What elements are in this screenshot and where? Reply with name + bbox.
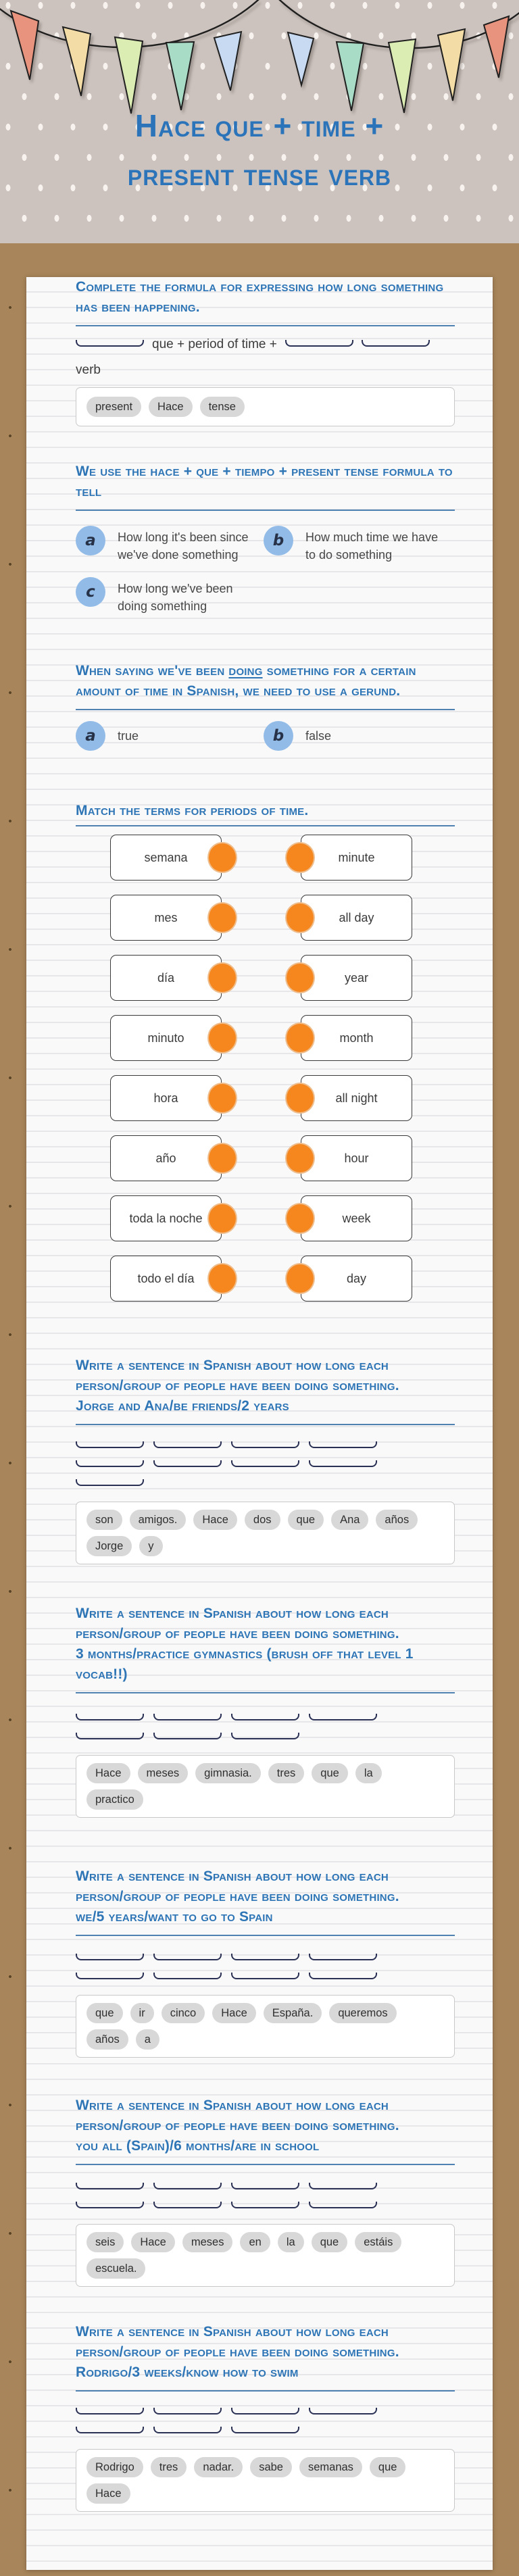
answer-blank[interactable] bbox=[231, 1973, 299, 1979]
answer-blank[interactable] bbox=[153, 1714, 222, 1720]
match-right-card bbox=[301, 1195, 412, 1241]
match-connector-dot[interactable] bbox=[207, 902, 237, 933]
answer-blank[interactable] bbox=[153, 1460, 222, 1467]
question-prompt: Match the terms for periods of time. bbox=[76, 803, 309, 818]
match-connector-dot[interactable] bbox=[285, 842, 315, 873]
answer-blank[interactable] bbox=[76, 2202, 144, 2208]
word-chip[interactable]: cinco bbox=[162, 2003, 205, 2023]
underlined-word: doing bbox=[228, 663, 263, 678]
word-bank bbox=[76, 2449, 455, 2512]
match-right-card bbox=[301, 955, 412, 1001]
answer-blank[interactable] bbox=[309, 1441, 377, 1448]
answer-blank[interactable] bbox=[76, 1973, 144, 1979]
match-row bbox=[110, 1015, 455, 1061]
match-connector-dot[interactable] bbox=[207, 1263, 237, 1294]
match-connector-dot[interactable] bbox=[207, 1203, 237, 1234]
match-row bbox=[110, 895, 455, 941]
option-letter-badge[interactable]: a bbox=[76, 526, 105, 555]
word-chip[interactable]: escuela. bbox=[86, 2258, 145, 2279]
answer-blank[interactable] bbox=[309, 1954, 377, 1960]
word-chip[interactable]: tres bbox=[151, 2457, 187, 2477]
match-card-label: week bbox=[342, 1211, 371, 1225]
blank-row bbox=[76, 2202, 455, 2209]
question-prompt: When saying we've been doing something for a certain amount of time in Spanish, we need to use a gerund. bbox=[76, 663, 416, 699]
match-left-card bbox=[110, 1075, 222, 1121]
formula-blank[interactable] bbox=[362, 340, 430, 347]
answer-blank[interactable] bbox=[153, 2408, 222, 2414]
word-chip[interactable]: que bbox=[370, 2457, 406, 2477]
question-write-sentence-4 bbox=[76, 2096, 455, 2287]
match-rows bbox=[76, 835, 455, 1302]
match-card-label: day bbox=[346, 1271, 367, 1285]
word-chip[interactable]: Rodrigo bbox=[86, 2457, 143, 2477]
match-left-card bbox=[110, 955, 222, 1001]
match-connector-dot[interactable] bbox=[285, 1022, 315, 1054]
header-banner bbox=[0, 0, 519, 243]
prompt-divider bbox=[76, 510, 455, 511]
match-card-label: hora bbox=[153, 1091, 178, 1105]
options-group bbox=[76, 526, 455, 615]
question-prompt: Write a sentence in Spanish about how long each person/group of people have been doing something. bbox=[76, 1358, 399, 1393]
formula-text: que + period of time + bbox=[152, 337, 277, 351]
match-right-card bbox=[301, 835, 412, 881]
word-chip[interactable]: present bbox=[86, 397, 141, 417]
sub-prompt: Jorge and Ana/be friends/2 years bbox=[76, 1398, 289, 1414]
match-left-card bbox=[110, 1015, 222, 1061]
match-right-card bbox=[301, 1075, 412, 1121]
word-chip[interactable]: dos bbox=[245, 1510, 280, 1530]
answer-blank[interactable] bbox=[231, 1460, 299, 1467]
blank-row bbox=[76, 1714, 455, 1721]
option-label[interactable]: How long we've been doing something bbox=[118, 582, 233, 613]
question-formula-purpose bbox=[76, 462, 455, 615]
formula-blank[interactable] bbox=[285, 340, 353, 347]
question-write-sentence-1 bbox=[76, 1356, 455, 1564]
answer-blank[interactable] bbox=[231, 1954, 299, 1960]
word-chip[interactable]: queremos bbox=[329, 2003, 396, 2023]
word-chip[interactable]: en bbox=[240, 2232, 270, 2252]
answer-blanks bbox=[76, 1714, 455, 1740]
answer-blank[interactable] bbox=[231, 2427, 299, 2433]
question-prompt: Complete the formula for expressing how long something has been happening. bbox=[76, 279, 444, 315]
match-row bbox=[110, 1075, 455, 1121]
word-bank bbox=[76, 1502, 455, 1564]
match-card-label: día bbox=[157, 970, 175, 985]
answer-blank[interactable] bbox=[76, 1714, 144, 1720]
answer-blank[interactable] bbox=[153, 1973, 222, 1979]
blank-row bbox=[76, 2408, 455, 2415]
match-left-card bbox=[110, 835, 222, 881]
match-right-card bbox=[301, 895, 412, 941]
question-prompt: Write a sentence in Spanish about how long each person/group of people have been doing something. bbox=[76, 2324, 399, 2360]
word-chip[interactable]: ir bbox=[130, 2003, 154, 2023]
match-right-card bbox=[301, 1015, 412, 1061]
word-chip[interactable]: practico bbox=[86, 1789, 143, 1810]
blank-row bbox=[76, 1441, 455, 1449]
answer-blank[interactable] bbox=[76, 1733, 144, 1739]
match-connector-dot[interactable] bbox=[285, 1203, 315, 1234]
answer-blank[interactable] bbox=[309, 2408, 377, 2414]
answer-blank[interactable] bbox=[76, 2408, 144, 2414]
match-connector-dot[interactable] bbox=[207, 842, 237, 873]
option-label[interactable]: How much time we have to do something bbox=[305, 530, 439, 562]
answer-blank[interactable] bbox=[153, 2183, 222, 2189]
question-write-sentence-5 bbox=[76, 2322, 455, 2512]
blank-row bbox=[76, 1973, 455, 1980]
answer-blank[interactable] bbox=[153, 2202, 222, 2208]
blank-row bbox=[76, 1733, 455, 1740]
match-card-label: month bbox=[339, 1031, 374, 1045]
question-prompt: Write a sentence in Spanish about how long each person/group of people have been doing something. bbox=[76, 2098, 399, 2133]
answer-blanks bbox=[76, 1441, 455, 1487]
page-background bbox=[0, 277, 519, 2576]
prompt-divider bbox=[76, 709, 455, 710]
word-chip[interactable]: seis bbox=[86, 2232, 124, 2252]
worksheet-title-line2: present tense verb bbox=[127, 157, 392, 192]
match-card-label: minute bbox=[338, 850, 375, 864]
answer-blank[interactable] bbox=[76, 1954, 144, 1960]
word-bank bbox=[76, 387, 455, 426]
word-chip[interactable]: tense bbox=[200, 397, 245, 417]
options-group bbox=[76, 721, 455, 751]
option-label[interactable]: false bbox=[305, 729, 332, 743]
prompt-divider bbox=[76, 825, 455, 826]
sub-prompt: Rodrigo/3 weeks/know how to swim bbox=[76, 2364, 299, 2380]
word-chip[interactable]: que bbox=[312, 2232, 348, 2252]
option-letter-badge[interactable]: a bbox=[76, 721, 105, 751]
match-left-card bbox=[110, 895, 222, 941]
answer-blank[interactable] bbox=[231, 1441, 299, 1448]
option-letter-badge[interactable]: b bbox=[264, 526, 293, 555]
match-left-card bbox=[110, 1135, 222, 1181]
word-chip[interactable]: estáis bbox=[355, 2232, 401, 2252]
question-write-sentence-2 bbox=[76, 1604, 455, 1818]
match-connector-dot[interactable] bbox=[285, 1263, 315, 1294]
match-connector-dot[interactable] bbox=[285, 1143, 315, 1174]
match-row bbox=[110, 1135, 455, 1181]
answer-blank[interactable] bbox=[76, 2183, 144, 2189]
answer-blank[interactable] bbox=[309, 1973, 377, 1979]
worksheet-title bbox=[0, 101, 519, 199]
question-complete-formula bbox=[76, 277, 455, 426]
answer-blank[interactable] bbox=[309, 1714, 377, 1720]
prompt-divider bbox=[76, 325, 455, 326]
blank-row bbox=[76, 1460, 455, 1468]
answer-blank[interactable] bbox=[153, 1733, 222, 1739]
word-bank bbox=[76, 1755, 455, 1818]
question-prompt: We use the hace + que + tiempo + present tense formula to tell bbox=[76, 464, 453, 499]
word-chip[interactable]: y bbox=[139, 1536, 162, 1556]
word-chip[interactable]: Hace bbox=[212, 2003, 256, 2023]
sub-prompt: you all (Spain)/6 months/are in school bbox=[76, 2138, 320, 2154]
match-row bbox=[110, 835, 455, 881]
answer-blank[interactable] bbox=[76, 1479, 144, 1486]
word-chip[interactable]: Ana bbox=[331, 1510, 368, 1530]
answer-blank[interactable] bbox=[231, 1714, 299, 1720]
answer-blanks bbox=[76, 2183, 455, 2209]
word-bank bbox=[76, 2224, 455, 2287]
match-card-label: toda la noche bbox=[129, 1211, 203, 1225]
match-connector-dot[interactable] bbox=[207, 962, 237, 993]
match-card-label: all day bbox=[339, 910, 374, 924]
match-right-card bbox=[301, 1135, 412, 1181]
match-card-label: minuto bbox=[147, 1031, 184, 1045]
option-letter-badge[interactable]: c bbox=[76, 577, 105, 607]
question-prompt: Write a sentence in Spanish about how long each person/group of people have been doing something. bbox=[76, 1868, 399, 1904]
match-connector-dot[interactable] bbox=[207, 1022, 237, 1054]
formula-blank[interactable] bbox=[76, 340, 144, 347]
word-chip[interactable]: son bbox=[86, 1510, 122, 1530]
word-chip[interactable]: Hace bbox=[193, 1510, 237, 1530]
word-chip[interactable]: que bbox=[86, 2003, 123, 2023]
question-write-sentence-3 bbox=[76, 1866, 455, 2058]
worksheet-paper bbox=[26, 277, 493, 2570]
answer-blank[interactable] bbox=[76, 1460, 144, 1467]
formula-text-verb: verb bbox=[76, 363, 101, 377]
word-chip[interactable]: la bbox=[355, 1763, 382, 1783]
formula-line bbox=[76, 335, 455, 380]
word-chip[interactable]: años bbox=[376, 1510, 418, 1530]
word-chip[interactable]: gimnasia. bbox=[195, 1763, 261, 1783]
match-right-card bbox=[301, 1256, 412, 1302]
prompt-divider bbox=[76, 1692, 455, 1693]
prompt-divider bbox=[76, 1935, 455, 1936]
sub-prompt: 3 months/practice gymnastics (brush off that level 1 vocab!!) bbox=[76, 1646, 414, 1682]
answer-blank[interactable] bbox=[309, 2202, 377, 2208]
match-left-card bbox=[110, 1195, 222, 1241]
word-chip[interactable]: a bbox=[136, 2029, 159, 2050]
word-chip[interactable]: España. bbox=[264, 2003, 322, 2023]
answer-blank[interactable] bbox=[309, 2183, 377, 2189]
match-connector-dot[interactable] bbox=[285, 1083, 315, 1114]
word-chip[interactable]: meses bbox=[138, 1763, 189, 1783]
word-chip[interactable]: Hace bbox=[86, 2483, 130, 2504]
answer-blank[interactable] bbox=[153, 1441, 222, 1448]
blank-row bbox=[76, 2183, 455, 2190]
word-chip[interactable]: que bbox=[312, 1763, 348, 1783]
match-card-label: todo el día bbox=[137, 1271, 195, 1285]
option-letter-badge[interactable]: b bbox=[264, 721, 293, 751]
match-card-label: año bbox=[155, 1151, 176, 1165]
word-chip[interactable]: Jorge bbox=[86, 1536, 132, 1556]
word-chip[interactable]: que bbox=[288, 1510, 324, 1530]
word-chip[interactable]: Hace bbox=[86, 1763, 130, 1783]
word-chip[interactable]: semanas bbox=[299, 2457, 362, 2477]
match-card-label: all night bbox=[335, 1091, 378, 1105]
answer-blanks bbox=[76, 1954, 455, 1980]
match-card-label: semana bbox=[144, 850, 188, 864]
match-row bbox=[110, 1256, 455, 1302]
prompt-divider bbox=[76, 1424, 455, 1425]
match-card-label: mes bbox=[154, 910, 178, 924]
word-chip[interactable]: amigos. bbox=[130, 1510, 187, 1530]
answer-blank[interactable] bbox=[231, 2202, 299, 2208]
word-chip[interactable]: nadar. bbox=[194, 2457, 243, 2477]
match-connector-dot[interactable] bbox=[207, 1143, 237, 1174]
answer-blank[interactable] bbox=[153, 1954, 222, 1960]
match-card-label: hour bbox=[344, 1151, 369, 1165]
match-card-label: year bbox=[344, 970, 368, 985]
match-row bbox=[110, 1195, 455, 1241]
match-connector-dot[interactable] bbox=[285, 962, 315, 993]
word-chip[interactable]: Hace bbox=[131, 2232, 175, 2252]
blank-row bbox=[76, 2427, 455, 2434]
sub-prompt: we/5 years/want to go to Spain bbox=[76, 1909, 273, 1925]
prompt-divider bbox=[76, 2390, 455, 2392]
answer-blank[interactable] bbox=[76, 2427, 144, 2433]
word-chip[interactable]: meses bbox=[182, 2232, 233, 2252]
answer-blank[interactable] bbox=[231, 2183, 299, 2189]
word-chip[interactable]: años bbox=[86, 2029, 128, 2050]
question-gerund-true-false bbox=[76, 661, 455, 751]
prompt-divider bbox=[76, 2164, 455, 2165]
answer-blank[interactable] bbox=[231, 1733, 299, 1739]
question-match-terms bbox=[76, 801, 455, 1302]
worksheet-title-line1: Hace que + time + bbox=[134, 108, 385, 143]
word-chip[interactable]: la bbox=[278, 2232, 304, 2252]
word-chip[interactable]: tres bbox=[268, 1763, 305, 1783]
match-connector-dot[interactable] bbox=[285, 902, 315, 933]
match-row bbox=[110, 955, 455, 1001]
answer-blank[interactable] bbox=[309, 1460, 377, 1467]
answer-blanks bbox=[76, 2408, 455, 2434]
answer-blank[interactable] bbox=[76, 1441, 144, 1448]
question-prompt: Write a sentence in Spanish about how long each person/group of people have been doing something. bbox=[76, 1606, 399, 1641]
option-label[interactable]: true bbox=[118, 729, 139, 743]
match-left-card bbox=[110, 1256, 222, 1302]
answer-blank[interactable] bbox=[153, 2427, 222, 2433]
blank-row bbox=[76, 1479, 455, 1487]
answer-blank[interactable] bbox=[231, 2408, 299, 2414]
option-label[interactable]: How long it's been since we've done something bbox=[118, 530, 249, 562]
word-chip[interactable]: sabe bbox=[250, 2457, 292, 2477]
match-connector-dot[interactable] bbox=[207, 1083, 237, 1114]
word-chip[interactable]: Hace bbox=[149, 397, 193, 417]
word-bank bbox=[76, 1995, 455, 2058]
blank-row bbox=[76, 1954, 455, 1961]
